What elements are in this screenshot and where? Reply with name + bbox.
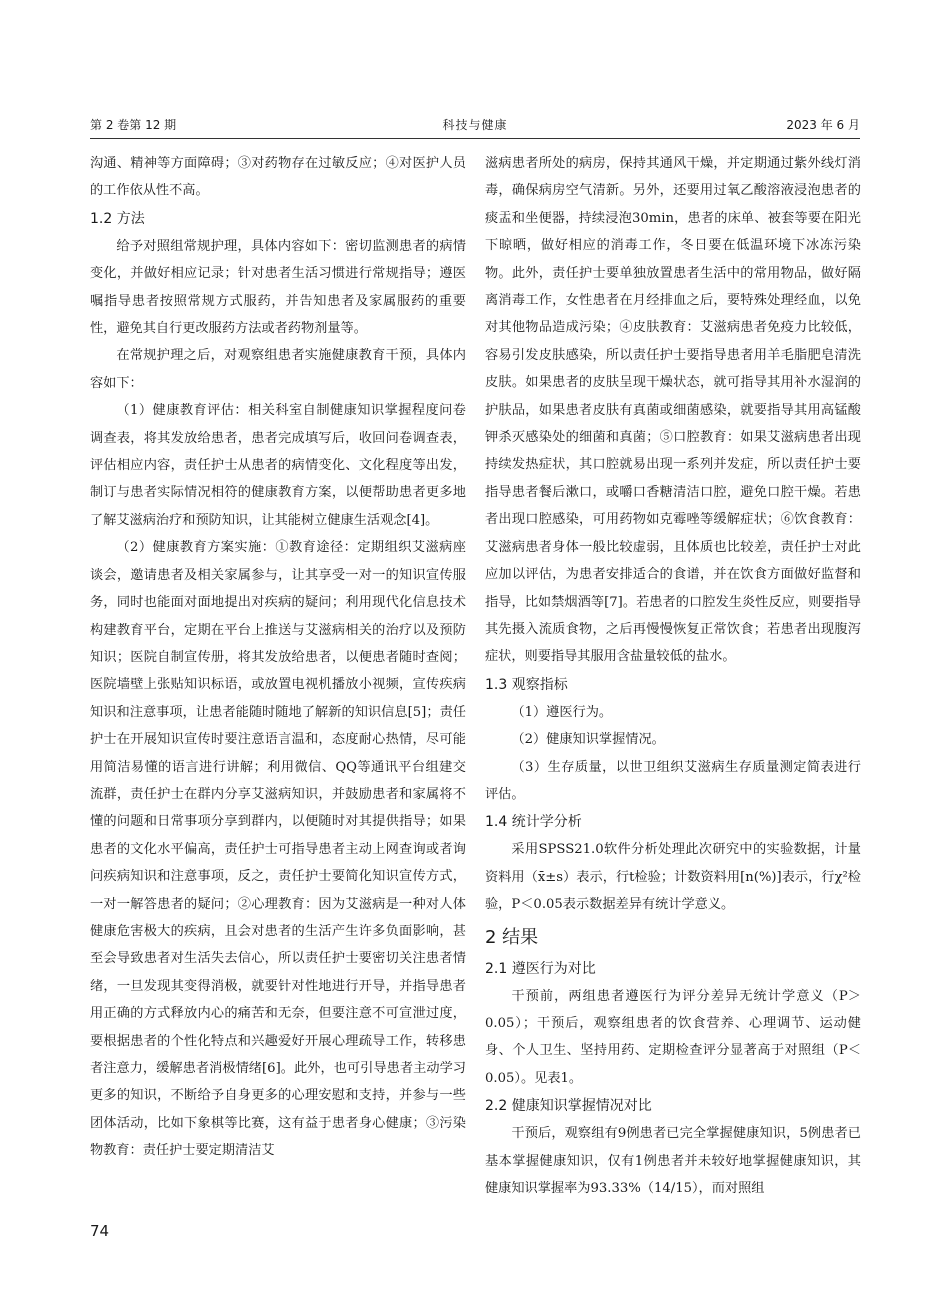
running-header — [90, 116, 860, 136]
header-rule — [90, 138, 860, 139]
right-column — [485, 150, 861, 1202]
paragraph: （2）健康教育方案实施：①教育途径：定期组织艾滋病座谈会，邀请患者及相关家属参与，让其享受一对一的知识宣传服务，同时也能面对面地提出对疾病的疑问；利用现代化信息技术构建教育平台，定期在平台上推送与艾滋病相关的治疗以及预防知识；医院自制宣传册，将其发放给患者，以便患者随时查阅；医院墙壁上张贴知识标语，或放置电视机播放小视频，宣传疾病知识和注意事项，让患者能随时随地了解新的知识信息[5]；责任护士在开展知识宣传时要注意语言温和，态度耐心热情，尽可能用简洁易懂的语言进行讲解；利用微信、QQ等通讯平台组建交流群，责任护士在群内分享艾滋病知识，并鼓励患者和家属将不懂的问题和日常事项分享到群内，以便随时对其提供指导；如果患者的文化水平偏高，责任护士可指导患者主动上网查询或者询问疾病知识和注意事项，反之，责任护士要简化知识宣传方式，一对一解答患者的疑问；②心理教育：因为艾滋病是一种对人体健康危害极大的疾病，且会对患者的生活产生许多负面影响，甚至会导致患者对生活失去信心，所以责任护士要密切关注患者情绪，一旦发现其变得消极，就要针对性地进行开导，并指导患者用正确的方式释放内心的痛苦和无奈，但要注意不可宣泄过度，要根据患者的个性化特点和兴趣爱好开展心理疏导工作，转移患者注意力，缓解患者消极情绪[6]。此外，也可引导患者主动学习更多的知识，不断给予自身更多的心理安慰和支持，并参与一些团体活动，比如下象棋等比赛，这有益于患者身心健康；③污染物教育：责任护士要定期清洁艾 — [90, 540, 466, 1159]
paragraph: 给予对照组常规护理，具体内容如下：密切监测患者的病情变化，并做好相应记录；针对患者生活习惯进行常规指导；遵医嘱指导患者按照常规方式服药，并告知患者及家属服药的重要性，避免其自行更改服药方法或者药物剂量等。 — [90, 238, 466, 337]
paragraph: 干预前，两组患者遵医行为评分差异无统计学意义（P＞0.05）；干预后，观察组患者的饮食营养、心理调节、运动健身、个人卫生、坚持用药、定期检查评分显著高于对照组（P＜0.05）。见表1。 — [485, 988, 861, 1086]
paragraph: 在常规护理之后，对观察组患者实施健康教育干预，具体内容如下： — [90, 348, 466, 391]
paragraph: 滋病患者所处的病房，保持其通风干燥，并定期通过紫外线灯消毒，确保病房空气清新。另外，还要用过氧乙酸溶液浸泡患者的痰盂和坐便器，持续浸泡30min，患者的床单、被套等要在阳光下晾晒，做好相应的消毒工作，冬日要在低温环境下冰冻污染物。此外，责任护士要单独放置患者生活中的常用物品，做好隔离消毒工作，女性患者在月经排血之后，要特殊处理经血，以免对其他物品造成污染；④皮肤教育：艾滋病患者免疫力比较低，容易引发皮肤感染，所以责任护士要指导患者用羊毛脂肥皂清洗皮肤。如果患者的皮肤呈现干燥状态，就可指导其用补水湿润的护肤品，如果患者皮肤有真菌或细菌感染，就要指导其用高锰酸钾杀灭感染处的细菌和真菌；⑤口腔教育：如果艾滋病患者出现持续发热症状，其口腔就易出现一系列并发症，所以责任护士要指导患者餐后漱口，或嚼口香糖清洁口腔，避免口腔干燥。若患者出现口腔感染，可用药物如克霉唑等缓解症状；⑥饮食教育：艾滋病患者身体一般比较虚弱，且体质也比较差，责任护士对此应加以评估，为患者安排适合的食谱，并在饮食方面做好监督和指导，比如禁烟酒等[7]。若患者的口腔发生炎性反应，则要指导其先摄入流质食物，之后再慢慢恢复正常饮食；若患者出现腹泻症状，则要指导其服用含盐量较低的盐水。 — [485, 156, 861, 665]
section-heading-1-3: 1.3 观察指标 — [485, 676, 568, 693]
header-date: 2023 年 6 月 — [786, 118, 860, 132]
header-journal-title: 科技与健康 — [442, 118, 508, 132]
section-heading-1-4: 1.4 统计学分析 — [485, 814, 582, 831]
section-heading-1-2: 1.2 方法 — [90, 210, 145, 227]
section-heading-2-1: 2.1 遵医行为对比 — [485, 960, 596, 977]
header-volume-issue: 第 2 卷第 12 期 — [90, 118, 177, 132]
section-heading-2: 2 结果 — [485, 926, 539, 948]
paragraph: 沟通、精神等方面障碍；③对药物存在过敏反应；④对医护人员的工作依从性不高。 — [90, 156, 466, 199]
paragraph: （2）健康知识掌握情况。 — [511, 732, 665, 748]
paragraph: （3）生存质量，以世卫组织艾滋病生存质量测定简表进行评估。 — [485, 759, 861, 802]
paragraph: 采用SPSS21.0软件分析处理此次研究中的实验数据，计量资料用（x̄±s）表示，行t检验；计数资料用[n(%)]表示，行χ²检验，P＜0.05表示数据差异有统计学意义。 — [485, 842, 861, 913]
left-column — [90, 150, 466, 1165]
paragraph: （1）健康教育评估：相关科室自制健康知识掌握程度问卷调查表，将其发放给患者，患者完成填写后，收回问卷调查表，评估相应内容，责任护士从患者的病情变化、文化程度等出发，制订与患者实际情况相符的健康教育方案，以便帮助患者更多地了解艾滋病治疗和预防知识，让其能树立健康生活观念[4]。 — [90, 403, 466, 528]
paragraph: （1）遵医行为。 — [511, 704, 613, 720]
paragraph: 干预后，观察组有9例患者已完全掌握健康知识，5例患者已基本掌握健康知识，仅有1例患者并未较好地掌握健康知识，其健康知识掌握率为93.33%（14/15），而对照组 — [485, 1126, 861, 1196]
section-heading-2-2: 2.2 健康知识掌握情况对比 — [485, 1098, 652, 1115]
page-number: 74 — [90, 1222, 110, 1240]
